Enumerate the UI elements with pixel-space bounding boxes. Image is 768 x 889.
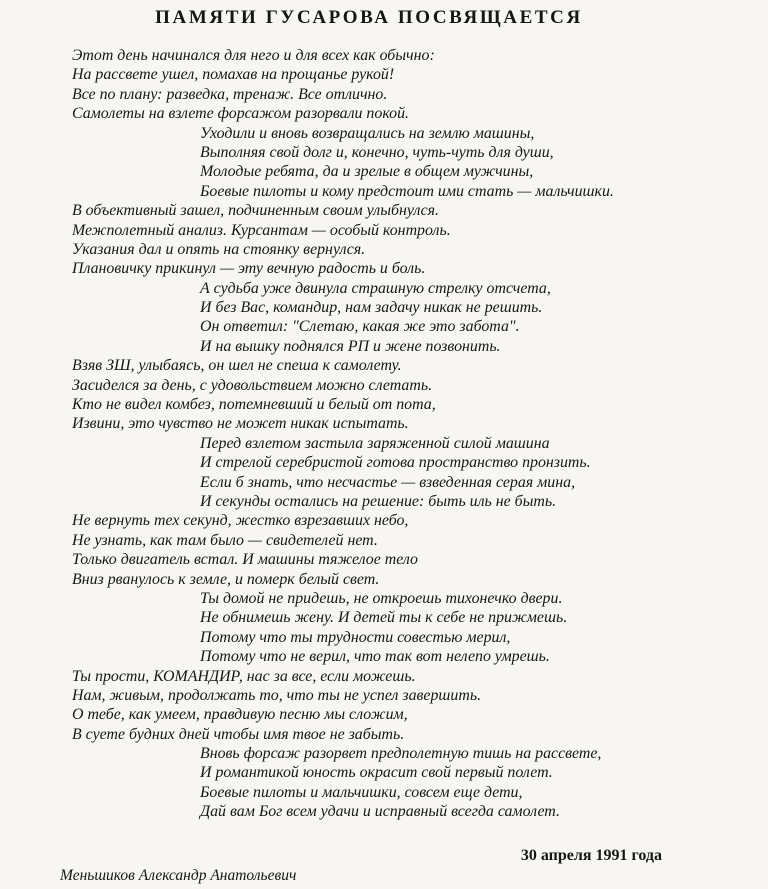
poem-line: Не обнимешь жену. И детей ты к себе не прижмешь. bbox=[200, 609, 568, 627]
poem-title: ПАМЯТИ ГУСАРОВА ПОСВЯЩАЕТСЯ bbox=[155, 7, 583, 28]
poem-line: Уходили и вновь возвращались на землю машины, bbox=[200, 124, 535, 142]
poem-line: Дай вам Бог всем удачи и исправный всегда самолет. bbox=[200, 803, 560, 821]
poem-line: Он ответил: "Слетаю, какая же это забота". bbox=[200, 318, 520, 336]
poem-line: Не вернуть тех секунд, жестко взрезавших небо, bbox=[72, 512, 409, 530]
poem-line: Боевые пилоты и кому предстоит ими стать — мальчишки. bbox=[200, 182, 614, 200]
poem-line: Межполетный анализ. Курсантам — особый контроль. bbox=[72, 221, 451, 239]
poem-line: Нам, живым, продолжать то, что ты не успел завершить. bbox=[72, 686, 482, 704]
poem-line: Самолеты на взлете форсажом разорвали покой. bbox=[72, 105, 410, 123]
poem-line: О тебе, как умеем, правдивую песню мы сложим, bbox=[72, 706, 408, 724]
poem-line: Плановичку прикинул — эту вечную радость и боль. bbox=[72, 260, 426, 278]
poem-line: На рассвете ушел, помахав на прощанье рукой! bbox=[72, 66, 395, 84]
poem-line: Перед взлетом застыла заряженной силой машина bbox=[200, 434, 550, 452]
poem-body bbox=[0, 46, 768, 846]
poem-line: Не узнать, как там было — свидетелей нет. bbox=[72, 531, 378, 549]
poem-line: Ты домой не придешь, не откроешь тихонечко двери. bbox=[200, 589, 563, 607]
poem-line: Вниз рванулось к земле, и померк белый свет. bbox=[72, 570, 380, 588]
poem-line: И без Вас, командир, нам задачу никак не решить. bbox=[200, 299, 543, 317]
poem-line: Вновь форсаж разорвет предполетную тишь на рассвете, bbox=[200, 745, 602, 763]
poem-line: Боевые пилоты и мальчишки, совсем еще дети, bbox=[200, 783, 523, 801]
poem-line: Указания дал и опять на стоянку вернулся. bbox=[72, 240, 366, 258]
poem-line: А судьба уже двинула страшную стрелку отсчета, bbox=[200, 279, 551, 297]
poem-line: Только двигатель встал. И машины тяжелое тело bbox=[72, 551, 418, 569]
poem-line: Молодые ребята, да и зрелые в общем мужчины, bbox=[200, 163, 534, 181]
poem-line: Этот день начинался для него и для всех как обычно: bbox=[72, 47, 435, 64]
poem-line: Засиделся за день, с удовольствием можно слетать. bbox=[72, 376, 433, 394]
poem-line: Выполняя свой долг и, конечно, чуть-чуть для души, bbox=[200, 143, 554, 161]
poem-line: Взяв ЗШ, улыбаясь, он шел не спеша к самолету. bbox=[72, 357, 402, 375]
poem-line: Извини, это чувство не может никак испытать. bbox=[72, 415, 409, 433]
poem-author: Меньшиков Александр Анатольевич bbox=[60, 867, 297, 884]
poem-line: И стрелой серебристой готова пространство пронзить. bbox=[200, 454, 591, 472]
poem-line: В суете будних дней чтобы имя твое не забыть. bbox=[72, 725, 405, 743]
poem-line: И романтикой юность окрасит свой первый полет. bbox=[200, 764, 553, 782]
poem-line: Потому что ты трудности совестью мерил, bbox=[200, 628, 511, 646]
poem-line: Ты прости, КОМАНДИР, нас за все, если можешь. bbox=[72, 667, 416, 685]
poem-line: Все по плану: разведка, тренаж. Все отлично. bbox=[72, 85, 388, 103]
poem-line: В объективный зашел, подчиненным своим улыбнулся. bbox=[72, 202, 440, 220]
poem-line: И секунды остались на решение: быть иль не быть. bbox=[200, 492, 557, 510]
poem-date: 30 апреля 1991 года bbox=[520, 847, 662, 864]
poem-line: И на вышку поднялся РП и жене позвонить. bbox=[200, 337, 501, 355]
poem-line: Если б знать, что несчастье — взведенная серая мина, bbox=[200, 473, 576, 491]
poem-line: Кто не видел комбез, потемневший и белый от пота, bbox=[72, 396, 436, 414]
poem-line: Потому что не верил, что так вот нелепо умрешь. bbox=[200, 648, 550, 666]
